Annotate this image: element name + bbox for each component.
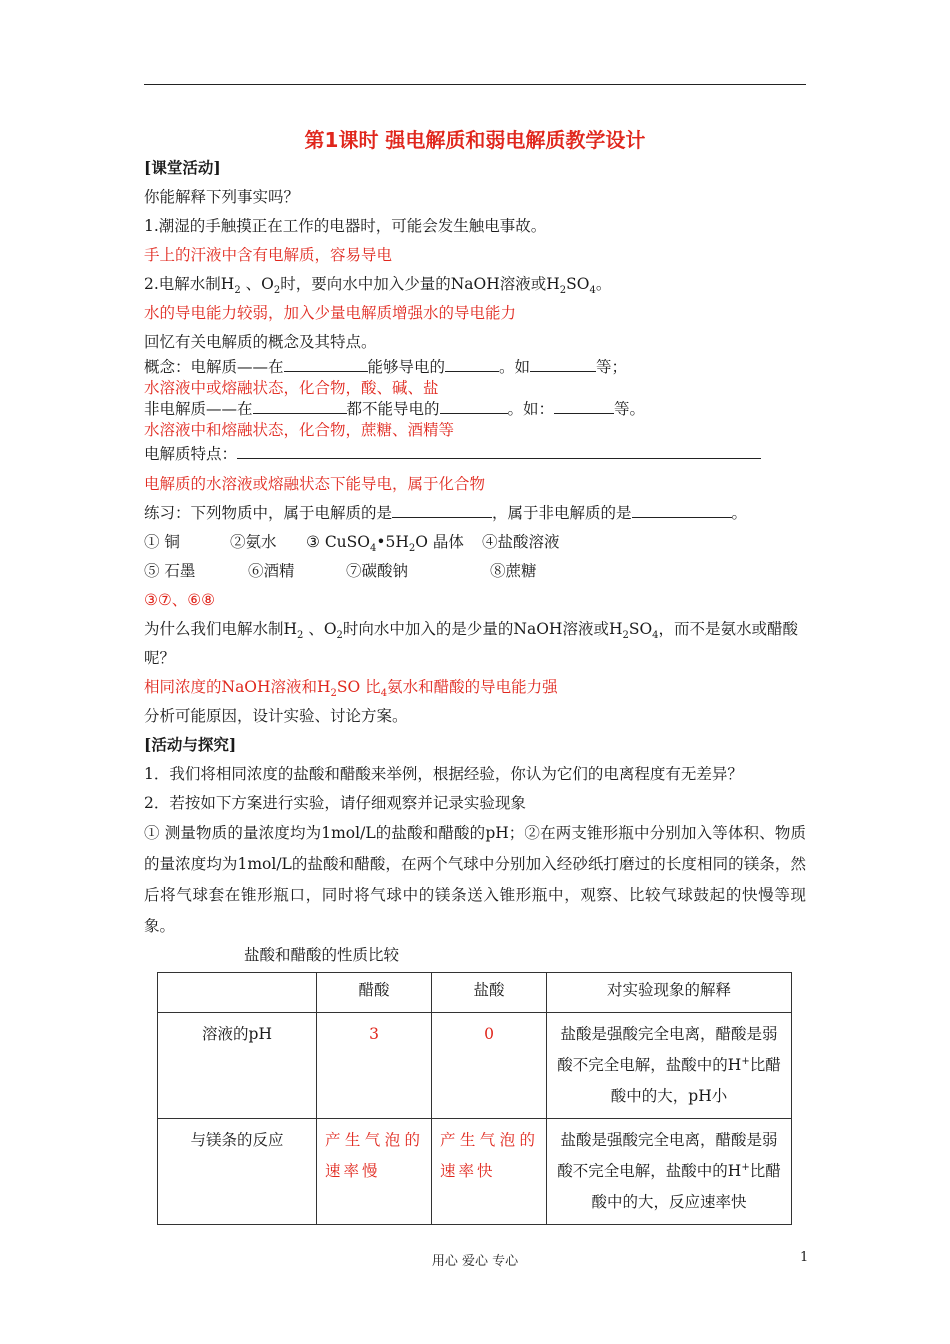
answer-3: 水溶液中或熔融状态，化合物，酸、碱、盐 [144,379,439,397]
table-caption: 盐酸和醋酸的性质比较 [244,946,400,964]
explore-1: 1．我们将相同浓度的盐酸和醋酸来举例，根据经验，你认为它们的电离程度有无差异？ [144,765,743,783]
header-rule [144,84,806,85]
table-cell: 产生气泡的速率慢 [317,1119,432,1225]
answer-5: 电解质的水溶液或熔融状态下能导电，属于化合物 [144,475,486,493]
table-header-cell: 对实验现象的解释 [547,973,792,1013]
section-heading-explore: [活动与探究] [144,735,237,754]
answer-1: 手上的汗液中含有电解质，容易导电 [144,246,393,264]
table-cell: 盐酸是强酸完全电离，醋酸是弱酸不完全电解，盐酸中的H+比醋酸中的大，反应速率快 [547,1119,792,1225]
answer-6: ③⑦、⑥⑧ [144,591,216,609]
answer-4: 水溶液中和熔融状态，化合物，蔗糖、酒精等 [144,421,455,439]
table-header-cell: 醋酸 [317,973,432,1013]
concept-electrolyte: 概念：电解质——在 能够导电的 。如 等； [144,358,628,376]
practice-question: 练习：下列物质中，属于电解质的是 ，属于非电解质的是 。 [144,504,748,522]
page-footer: 用心 爱心 专心 [431,1254,519,1269]
explore-2: 2．若按如下方案进行实验，请仔细观察并记录实验现象 [144,794,526,812]
table-cell: 3 [317,1013,432,1119]
table-header-cell [158,973,317,1013]
table-header-row [158,973,792,1013]
analyze-text: 分析可能原因，设计实验、讨论方案。 [144,707,408,725]
table-cell: 产生气泡的速率快 [432,1119,547,1225]
page-number: 1 [800,1250,809,1265]
concept-nonelectrolyte: 非电解质——在 都不能导电的 。如： 等。 [144,400,646,418]
answer-2: 水的导电能力较弱，加入少量电解质增强水的导电能力 [144,304,517,322]
explore-3: ① 测量物质的量浓度均为1mol/L的盐酸和醋酸的pH；②在两支锥形瓶中分别加入等体积、物质的量浓度均为1mol/L的盐酸和醋酸，在两个气球中分别加入经砂纸打磨过的长度相同的镁条，然后将气球套在锥形瓶口，同时将气球中的镁条送入锥形瓶中，观察、比较气球鼓起的快慢等现象。 [144,824,806,935]
table-cell: 溶液的pH [158,1013,317,1119]
table-cell: 与镁条的反应 [158,1119,317,1225]
why-question: 为什么我们电解水制$H_2$ 、$O_2$时向水中加入的是少量的NaOH溶液或$H_2SO_4$，而不是氨水或醋酸 [144,620,799,642]
electrolyte-feature: 电解质特点： [144,444,761,464]
section-heading-class-activity: [课堂活动] [144,158,221,177]
table-cell: 盐酸是强酸完全电离，醋酸是弱酸不完全电解，盐酸中的H+比醋酸中的大，pH小 [547,1013,792,1119]
comparison-table [157,972,792,1225]
question-1: 1.潮湿的手触摸正在工作的电器时，可能会发生触电事故。 [144,217,547,235]
table-header-cell: 盐酸 [432,973,547,1013]
recall-text: 回忆有关电解质的概念及其特点。 [144,333,377,351]
table-row [158,1119,792,1225]
table-cell: 0 [432,1013,547,1119]
question-intro: 你能解释下列事实吗？ [144,188,300,206]
table-row [158,1013,792,1119]
answer-7: 相同浓度的NaOH溶液和$H_2SO$ 比$_4$氨水和醋酸的导电能力强 [144,678,558,700]
page-title: 第1课时 强电解质和弱电解质教学设计 [304,128,646,152]
question-2: 2.电解水制$H_2$ 、$O_2$时，要向水中加入少量的NaOH溶液或$H_2SO_4$。 [144,275,612,297]
why-question-cont: 呢？ [144,649,176,667]
